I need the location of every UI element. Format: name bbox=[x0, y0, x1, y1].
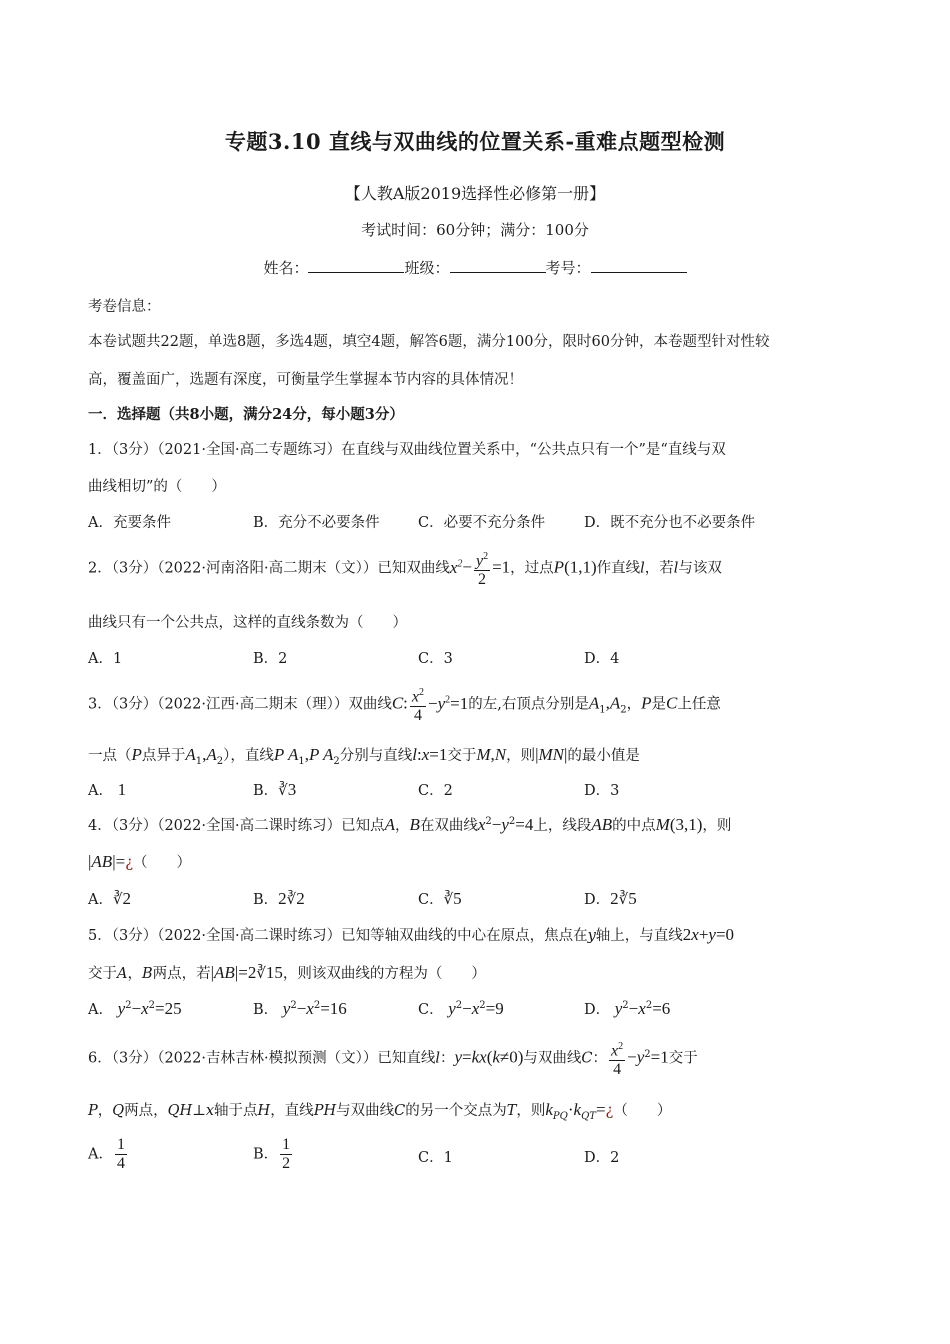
q3-stem: 3．（3分）（2022·江西·高二期末（理））双曲线C: $\frac{x^2}{4}$ $-y^2=1$的左,右顶点分别是$A_1,A_2$，P是C上任意 bbox=[88, 684, 868, 725]
q6-l2e: 与双曲线 bbox=[336, 1103, 395, 1119]
q6-mid1: ： bbox=[439, 1050, 455, 1067]
exam-info: 考试时间：60分钟；满分：100分 bbox=[361, 221, 589, 239]
q6-prefix: 6．（3分）（2022·吉林吉林·模拟预测（文））已知直线 bbox=[88, 1050, 436, 1067]
q2-fraction: $\frac{y^2}{2}$ bbox=[474, 548, 490, 589]
sqrt-icon: ∛ bbox=[278, 781, 288, 799]
q3-l2d: 分别与直线 bbox=[339, 748, 413, 764]
q2-stem-2: 曲线只有一个公共点，这样的直线条数为（ ） bbox=[88, 615, 407, 631]
q3-l2b: 点异于 bbox=[141, 748, 186, 764]
q1-option-d[interactable]: D．既不充分也不必要条件 bbox=[584, 515, 756, 531]
q5-prefix: 5．（3分）（2022·全国·高二课时练习）已知等轴双曲线的中心在原点，焦点在 bbox=[88, 928, 588, 944]
q2-eq: $x^2$ bbox=[449, 557, 463, 577]
q3-fraction: $\frac{x^2}{4}$ bbox=[410, 684, 426, 725]
q4-mid1: ， bbox=[394, 818, 410, 834]
q2-option-a[interactable]: A．1 bbox=[88, 651, 123, 667]
q3-l2c: ），直线 bbox=[223, 748, 274, 764]
intro-line-1: 本卷试题共22题，单选8题，多选4题，填空4题，解答6题，满分100分，限时60分钟，本卷题型针对性较 bbox=[88, 334, 770, 350]
q3-l2g: 的最小值是 bbox=[567, 748, 640, 764]
q6-l2h: （ ） bbox=[613, 1103, 672, 1119]
class-label: 班级： bbox=[404, 259, 450, 277]
q3-mid2: ， bbox=[626, 696, 642, 713]
q2-option-c[interactable]: C．3 bbox=[418, 651, 453, 667]
q4-mid5: ，则 bbox=[702, 818, 732, 834]
q6-l2c: 轴于点 bbox=[214, 1103, 258, 1119]
page-title: 专题3.10 直线与双曲线的位置关系-重难点题型检测 bbox=[224, 129, 726, 154]
q4-mid3: 上，线段 bbox=[533, 818, 592, 834]
q3-l2f: ，则 bbox=[506, 748, 536, 764]
q5-mid1: 轴上，与直线 bbox=[595, 928, 683, 944]
q5-option-a[interactable]: A． $y^2-x^2=25$ bbox=[88, 999, 182, 1018]
q3-option-d[interactable]: D．3 bbox=[584, 783, 620, 799]
section-heading: 一．选择题（共8小题，满分24分，每小题3分） bbox=[88, 406, 404, 423]
q1-option-b[interactable]: B．充分不必要条件 bbox=[253, 515, 380, 531]
q5-option-b[interactable]: B． $y^2-x^2=16$ bbox=[253, 999, 347, 1018]
q3-l2a: 一点（ bbox=[88, 748, 132, 764]
intro-label: 考卷信息： bbox=[88, 299, 161, 315]
q2-mid3: ，若 bbox=[644, 560, 674, 577]
q6-l2b: 两点， bbox=[124, 1103, 168, 1119]
class-blank[interactable] bbox=[450, 258, 546, 273]
q3-mid4: 上任意 bbox=[677, 696, 721, 713]
q4-prefix: 4．（3分）（2022·全国·高二课时练习）已知点 bbox=[88, 818, 385, 834]
q6-option-b[interactable]: B． $\frac{1}{2}$ bbox=[253, 1136, 291, 1172]
q6-stem-2: P，Q两点，QH⊥x轴于点H，直线PH与双曲线C的另一个交点为T，则$k_{PQ}\cdot k_{QT}=¿$（ ） bbox=[88, 1100, 672, 1122]
intro-line-2: 高，覆盖面广，选题有深度，可衡量学生掌握本节内容的具体情况！ bbox=[88, 372, 523, 388]
q4-mid4: 的中点 bbox=[612, 818, 656, 834]
q1-stem-2: 曲线相切”的（ ） bbox=[88, 479, 226, 495]
q3-prefix: 3．（3分）（2022·江西·高二期末（理））双曲线 bbox=[88, 696, 392, 713]
q6-l2d: ，直线 bbox=[270, 1103, 314, 1119]
student-info-row bbox=[0, 257, 950, 278]
q2-mid4: 与该双 bbox=[678, 560, 722, 577]
q1-option-a[interactable]: A．充要条件 bbox=[88, 515, 171, 531]
q1-stem: 1．（3分）（2021·全国·高二专题练习）在直线与双曲线位置关系中，“公共点只有一个”是“直线与双 bbox=[88, 442, 726, 458]
q6-option-d[interactable]: D．2 bbox=[584, 1150, 620, 1166]
q6-l2g: ，则 bbox=[516, 1103, 546, 1119]
q4-l2b: （ ） bbox=[132, 855, 191, 871]
q3-option-a[interactable]: A． 1 bbox=[88, 780, 127, 799]
q5-l2b: ， bbox=[127, 966, 142, 982]
q2-mid2: 作直线 bbox=[596, 560, 641, 577]
q6-mid3: ： bbox=[592, 1050, 608, 1067]
q4-option-b[interactable]: B．2∛2 bbox=[253, 889, 305, 908]
q3-option-b[interactable]: B．∛3 bbox=[253, 780, 297, 799]
q2-stem: 2．（3分）（2022·河南洛阳·高二期末（文））已知双曲线$x^2-$ $\frac{y^2}{2}$ =1，过点P(1,1)作直线l，若l与该双 bbox=[88, 548, 868, 589]
q6-fraction: $\frac{x^2}{4}$ bbox=[609, 1038, 625, 1079]
q6-mid2: 与双曲线 bbox=[523, 1050, 582, 1067]
subtitle: 【人教A版2019选择性必修第一册】 bbox=[344, 184, 606, 203]
q6-l2a: ， bbox=[97, 1103, 113, 1119]
q4-option-c[interactable]: C．∛5 bbox=[418, 889, 462, 908]
q6-option-a[interactable]: A． $\frac{1}{4}$ bbox=[88, 1136, 125, 1172]
number-blank[interactable] bbox=[591, 258, 687, 273]
q5-stem: 5．（3分）（2022·全国·高二课时练习）已知等轴双曲线的中心在原点，焦点在y轴上，与直线2x+y=0 bbox=[88, 925, 735, 944]
q4-stem-2: |AB|=¿（ ） bbox=[88, 852, 191, 871]
q3-l2e: 交于 bbox=[447, 748, 477, 764]
name-blank[interactable] bbox=[308, 258, 404, 273]
q2-point: P bbox=[553, 557, 565, 577]
q2-option-d[interactable]: D．4 bbox=[584, 651, 620, 667]
q2-option-b[interactable]: B．2 bbox=[253, 651, 288, 667]
q3-mid3: 是 bbox=[651, 696, 667, 713]
q6-mid4: 交于 bbox=[668, 1050, 698, 1067]
q5-option-d[interactable]: D． $y^2-x^2=6$ bbox=[584, 999, 671, 1018]
q2-prefix: 2．（3分）（2022·河南洛阳·高二期末（文））已知双曲线 bbox=[88, 560, 450, 577]
q4-option-a[interactable]: A．∛2 bbox=[88, 889, 132, 908]
q3-stem-2: 一点（P点异于$A_1,A_2$），直线P $A_1,P$ $A_2$分别与直线l:x=1交于M,N，则|MN|的最小值是 bbox=[88, 745, 640, 767]
q6-l2f: 的另一个交点为 bbox=[405, 1103, 507, 1119]
q5-l2d: ，则该双曲线的方程为（ ） bbox=[282, 966, 486, 982]
q2-mid1: ，过点 bbox=[510, 560, 554, 577]
q5-l2a: 交于 bbox=[88, 966, 117, 982]
q3-mid1: 的左,右顶点分别是 bbox=[468, 696, 589, 713]
q5-option-c[interactable]: C． $y^2-x^2=9$ bbox=[418, 999, 504, 1018]
name-label: 姓名： bbox=[263, 259, 309, 277]
q6-option-c[interactable]: C．1 bbox=[418, 1150, 453, 1166]
q5-l2c: 两点，若 bbox=[152, 966, 211, 982]
q5-stem-2: 交于A，B两点，若|AB|=2∛15，则该双曲线的方程为（ ） bbox=[88, 963, 486, 982]
q1-option-c[interactable]: C．必要不充分条件 bbox=[418, 515, 546, 531]
q4-stem: 4．（3分）（2022·全国·高二课时练习）已知点A，B在双曲线$x^2-y^2=4$上，线段AB的中点M(3,1)，则 bbox=[88, 815, 732, 834]
q6-stem: 6．（3分）（2022·吉林吉林·模拟预测（文））已知直线l：y=kx(k≠0)与双曲线C： $\frac{x^2}{4}$ $-y^2=1$交于 bbox=[88, 1038, 868, 1079]
q3-option-c[interactable]: C．2 bbox=[418, 783, 453, 799]
number-label: 考号： bbox=[545, 259, 591, 277]
q4-option-d[interactable]: D．2∛5 bbox=[584, 889, 637, 908]
q4-mid2: 在双曲线 bbox=[419, 818, 478, 834]
